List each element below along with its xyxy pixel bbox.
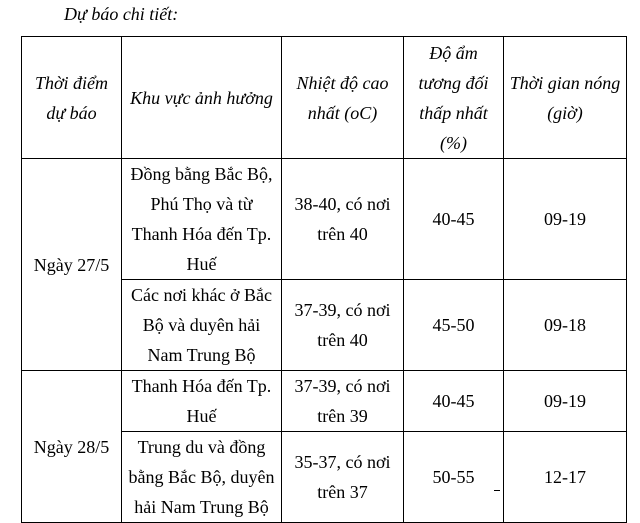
- forecast-table: [21, 36, 627, 523]
- table-row: [22, 159, 627, 280]
- header-hot-time: Thời gian nóng (giờ): [504, 37, 627, 159]
- humidity-cell: 50-55: [404, 432, 504, 523]
- day-cell: Ngày 28/5: [22, 371, 122, 523]
- humidity-cell: 40-45: [404, 159, 504, 280]
- area-cell: Đồng bằng Bắc Bộ, Phú Thọ và từ Thanh Hóa đến Tp. Huế: [122, 159, 282, 280]
- temp-cell: 37-39, có nơi trên 40: [282, 280, 404, 371]
- section-caption: Dự báo chi tiết:: [64, 4, 179, 24]
- temp-cell: 37-39, có nơi trên 39: [282, 371, 404, 432]
- page-mark: [494, 490, 500, 491]
- hot-time-cell: 09-19: [504, 159, 627, 280]
- table-header-row: [22, 37, 627, 159]
- area-cell: Trung du và đồng bằng Bắc Bộ, duyên hải Nam Trung Bộ: [122, 432, 282, 523]
- humidity-cell: 40-45: [404, 371, 504, 432]
- area-cell: Các nơi khác ở Bắc Bộ và duyên hải Nam Trung Bộ: [122, 280, 282, 371]
- hot-time-cell: 09-18: [504, 280, 627, 371]
- table-row: [22, 371, 627, 432]
- header-humidity: Độ ẩm tương đối thấp nhất (%): [404, 37, 504, 159]
- temp-cell: 35-37, có nơi trên 37: [282, 432, 404, 523]
- hot-time-cell: 12-17: [504, 432, 627, 523]
- header-temp: Nhiệt độ cao nhất (oC): [282, 37, 404, 159]
- day-cell: Ngày 27/5: [22, 159, 122, 371]
- humidity-cell: 45-50: [404, 280, 504, 371]
- header-area: Khu vực ảnh hưởng: [122, 37, 282, 159]
- temp-cell: 38-40, có nơi trên 40: [282, 159, 404, 280]
- header-time: Thời điểm dự báo: [22, 37, 122, 159]
- hot-time-cell: 09-19: [504, 371, 627, 432]
- area-cell: Thanh Hóa đến Tp. Huế: [122, 371, 282, 432]
